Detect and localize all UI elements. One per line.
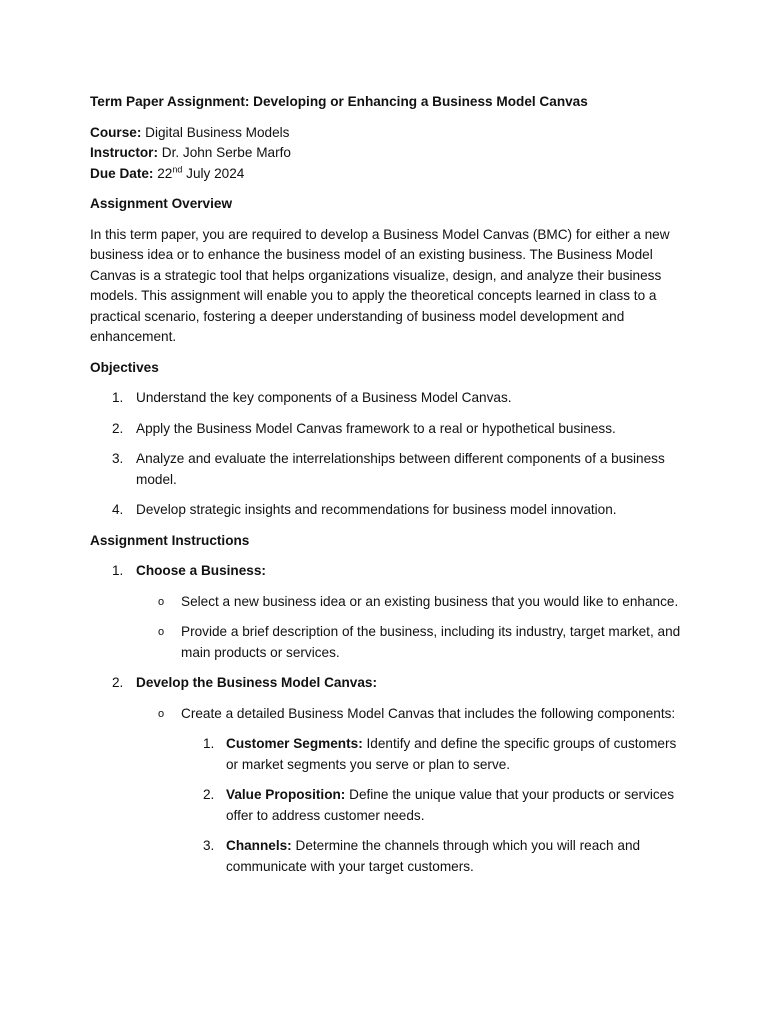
bullet-item — [136, 704, 688, 878]
overview-heading: Assignment Overview — [90, 196, 233, 211]
bullet-text: Create a detailed Business Model Canvas that includes the following components: — [181, 705, 676, 721]
due-date-label: Due Date: — [90, 165, 154, 181]
objective-text: Understand the key components of a Business Model Canvas. — [136, 390, 512, 405]
due-date-day: 22 — [153, 165, 173, 181]
bullet-text: Provide a brief description of the business, including its industry, target market, and main products or services. — [181, 624, 681, 660]
instructor-line — [90, 143, 688, 164]
bullet-circle-icon: o — [158, 707, 165, 720]
component-number: 2. — [203, 787, 215, 802]
course-label: Course: — [90, 124, 142, 140]
instruction-item — [90, 561, 688, 663]
component-text: Define the unique value that your products or services offer to address customer needs. — [226, 787, 675, 823]
component-label: Value Proposition: — [226, 787, 346, 802]
bullet-circle-icon: o — [158, 626, 165, 638]
bullet-item — [136, 622, 688, 663]
course-line — [90, 123, 688, 144]
objectives-heading: Objectives — [90, 359, 159, 375]
overview-paragraph: In this term paper, you are required to develop a Business Model Canvas (BMC) for either a new business idea or to enhance the business model of an existing business. The Business Model Canvas is a strategic tool that helps organizations visualize, design, and analyze their business models. This assignment will enable you to apply the theoretical concepts learned in class to a practical scenario, fostering a deeper understanding of business model development and enhancement. — [90, 226, 670, 344]
objective-item — [90, 449, 688, 490]
objective-number: 1. — [112, 390, 124, 405]
due-date-suffix: nd — [172, 163, 183, 174]
component-label: Customer Segments: — [226, 736, 363, 751]
due-date-line — [90, 164, 688, 185]
instruction-number: 2. — [112, 675, 124, 690]
component-text: Identify and define the specific groups of customers or market segments you serve or plan to serve. — [226, 736, 677, 772]
course-value: Digital Business Models — [141, 124, 290, 140]
instructor-label: Instructor: — [90, 145, 158, 160]
component-item — [181, 734, 688, 775]
component-label: Channels: — [226, 838, 292, 853]
component-item — [181, 836, 688, 877]
components-list — [181, 734, 688, 877]
bullet-circle-icon: o — [158, 595, 165, 608]
instruction-number: 1. — [112, 563, 124, 578]
document-title: Term Paper Assignment: Developing or Enhancing a Business Model Canvas — [90, 94, 588, 109]
instruction-title: Develop the Business Model Canvas: — [136, 675, 377, 690]
objective-number: 2. — [112, 420, 124, 436]
component-text: Determine the channels through which you will reach and communicate with your target customers. — [226, 838, 641, 874]
objective-text: Analyze and evaluate the interrelationships between different components of a business model. — [136, 451, 665, 487]
objective-number: 3. — [112, 451, 124, 466]
instructions-list — [90, 561, 688, 877]
component-number: 1. — [203, 736, 215, 751]
bullet-item — [136, 592, 688, 613]
objective-item — [90, 500, 688, 521]
objective-item — [90, 419, 688, 440]
objective-number: 4. — [112, 502, 124, 517]
instruction-bullets — [136, 704, 688, 878]
objectives-list — [90, 388, 688, 521]
instructions-heading: Assignment Instructions — [90, 532, 250, 548]
course-meta — [90, 123, 688, 185]
instruction-bullets — [136, 592, 688, 664]
instructor-value: Dr. John Serbe Marfo — [157, 145, 291, 160]
component-item — [181, 785, 688, 826]
objective-text: Apply the Business Model Canvas framework to a real or hypothetical business. — [136, 420, 616, 436]
objective-item — [90, 388, 688, 409]
component-number: 3. — [203, 838, 215, 853]
bullet-text: Select a new business idea or an existing business that you would like to enhance. — [181, 593, 679, 609]
instruction-title: Choose a Business: — [136, 563, 266, 578]
instruction-item — [90, 673, 688, 877]
due-date-rest: July 2024 — [182, 165, 245, 181]
objective-text: Develop strategic insights and recommendations for business model innovation. — [136, 502, 617, 517]
